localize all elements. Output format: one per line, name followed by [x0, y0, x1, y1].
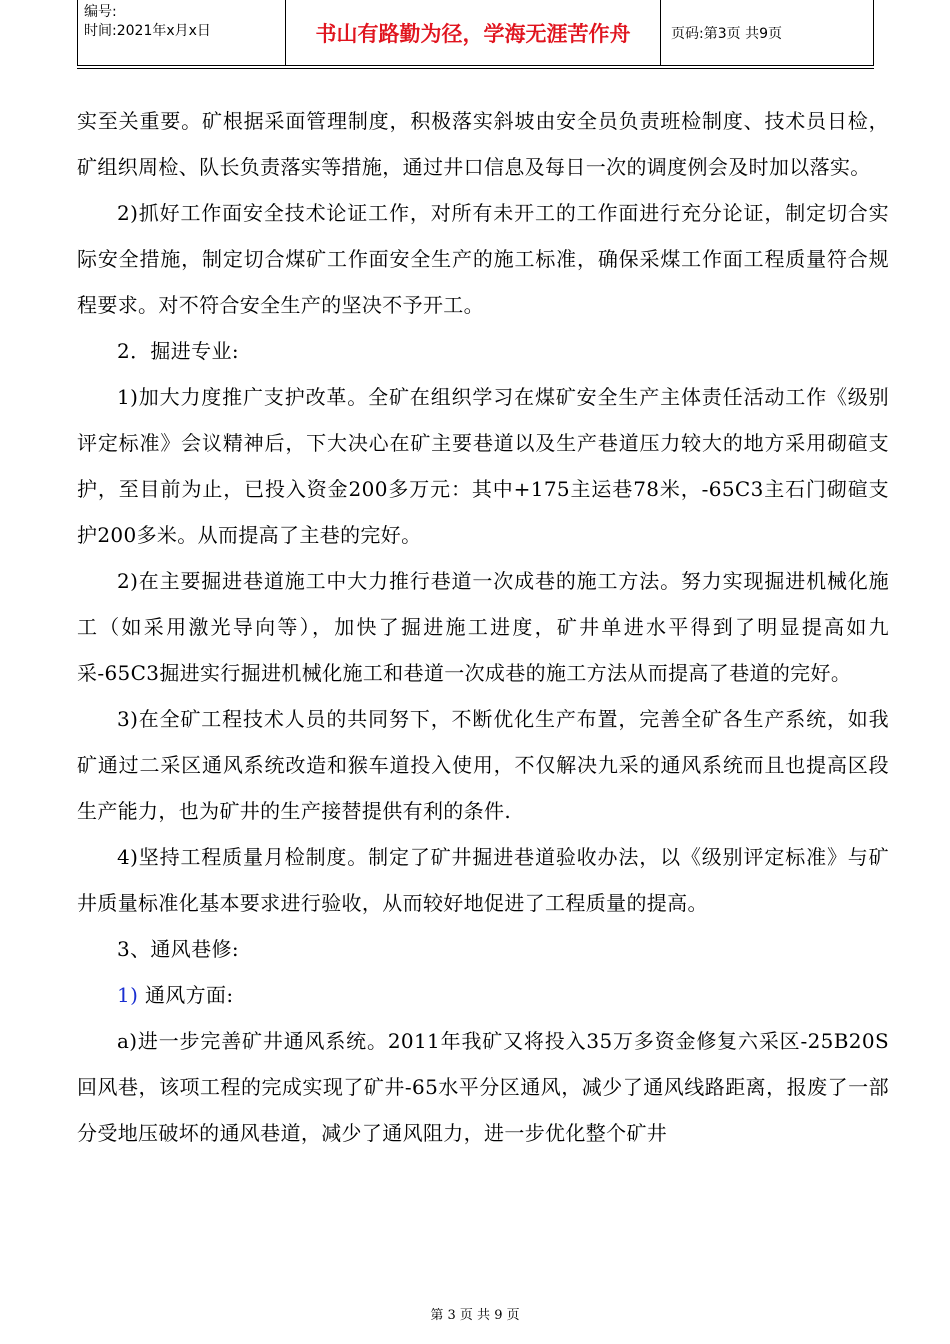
paragraph: a)进一步完善矿井通风系统。2011年我矿又将投入35万多资金修复六采区-25B20S回风巷，该项工程的完成实现了矿井-65水平分区通风，减少了通风线路距离，报废了一部分受地压破坏的通风巷道，减少了通风阻力，进一步优化整个矿井 — [77, 1029, 889, 1145]
header-meta — [78, 0, 286, 65]
page-header — [77, 0, 874, 66]
sub-heading-number: 1) — [117, 983, 139, 1007]
paragraph: 2)在主要掘进巷道施工中大力推行巷道一次成巷的施工方法。努力实现掘进机械化施工（如采用激光导向等），加快了掘进施工进度，矿井单进水平得到了明显提高如九采-65C3掘进实行掘进机械化施工和巷道一次成巷的施工方法从而提高了巷道的完好。 — [77, 569, 889, 685]
page-footer: 第 3 页 共 9 页 — [430, 1308, 520, 1323]
sub-heading-text: 通风方面: — [144, 983, 234, 1007]
header-divider — [77, 68, 874, 69]
time-label: 时间:2021年x月x日 — [84, 23, 211, 39]
paragraph: 3)在全矿工程技术人员的共同努下，不断优化生产布置，完善全矿各生产系统，如我矿通过二采区通风系统改造和猴车道投入使用，不仅解决九采的通风系统而且也提高区段生产能力，也为矿井的生产接替提供有利的条件. — [77, 707, 889, 823]
paragraph: 实至关重要。矿根据采面管理制度，积极落实斜坡由安全员负责班检制度、技术员日检，矿组织周检、队长负责落实等措施，通过井口信息及每日一次的调度例会及时加以落实。 — [77, 109, 889, 179]
header-motto: 书山有路勤为径，学海无涯苦作舟 — [286, 0, 661, 65]
section-heading: 3、通风巷修: — [117, 937, 239, 961]
paragraph: 2)抓好工作面安全技术论证工作，对所有未开工的工作面进行充分论证，制定切合实际安全措施，制定切合煤矿工作面安全生产的施工标准，确保采煤工作面工程质量符合规程要求。对不符合安全生产的坚决不予开工。 — [77, 201, 889, 317]
paragraph: 4)坚持工程质量月检制度。制定了矿井掘进巷道验收办法，以《级别评定标准》与矿井质量标准化基本要求进行验收，从而较好地促进了工程质量的提高。 — [77, 845, 889, 915]
sub-heading — [77, 972, 889, 1018]
document-body — [77, 98, 889, 1156]
serial-label: 编号: — [84, 4, 117, 20]
paragraph: 1)加大力度推广支护改革。全矿在组织学习在煤矿安全生产主体责任活动工作《级别评定标准》会议精神后，下大决心在矿主要巷道以及生产巷道压力较大的地方采用砌碹支护，至目前为止，已投入资金200多万元：其中+175主运巷78米，-65C3主石门砌碹支护200多米。从而提高了主巷的完好。 — [77, 385, 889, 547]
header-page-info: 页码:第3页 共9页 — [671, 25, 782, 42]
section-heading: 2．掘进专业: — [117, 339, 239, 363]
